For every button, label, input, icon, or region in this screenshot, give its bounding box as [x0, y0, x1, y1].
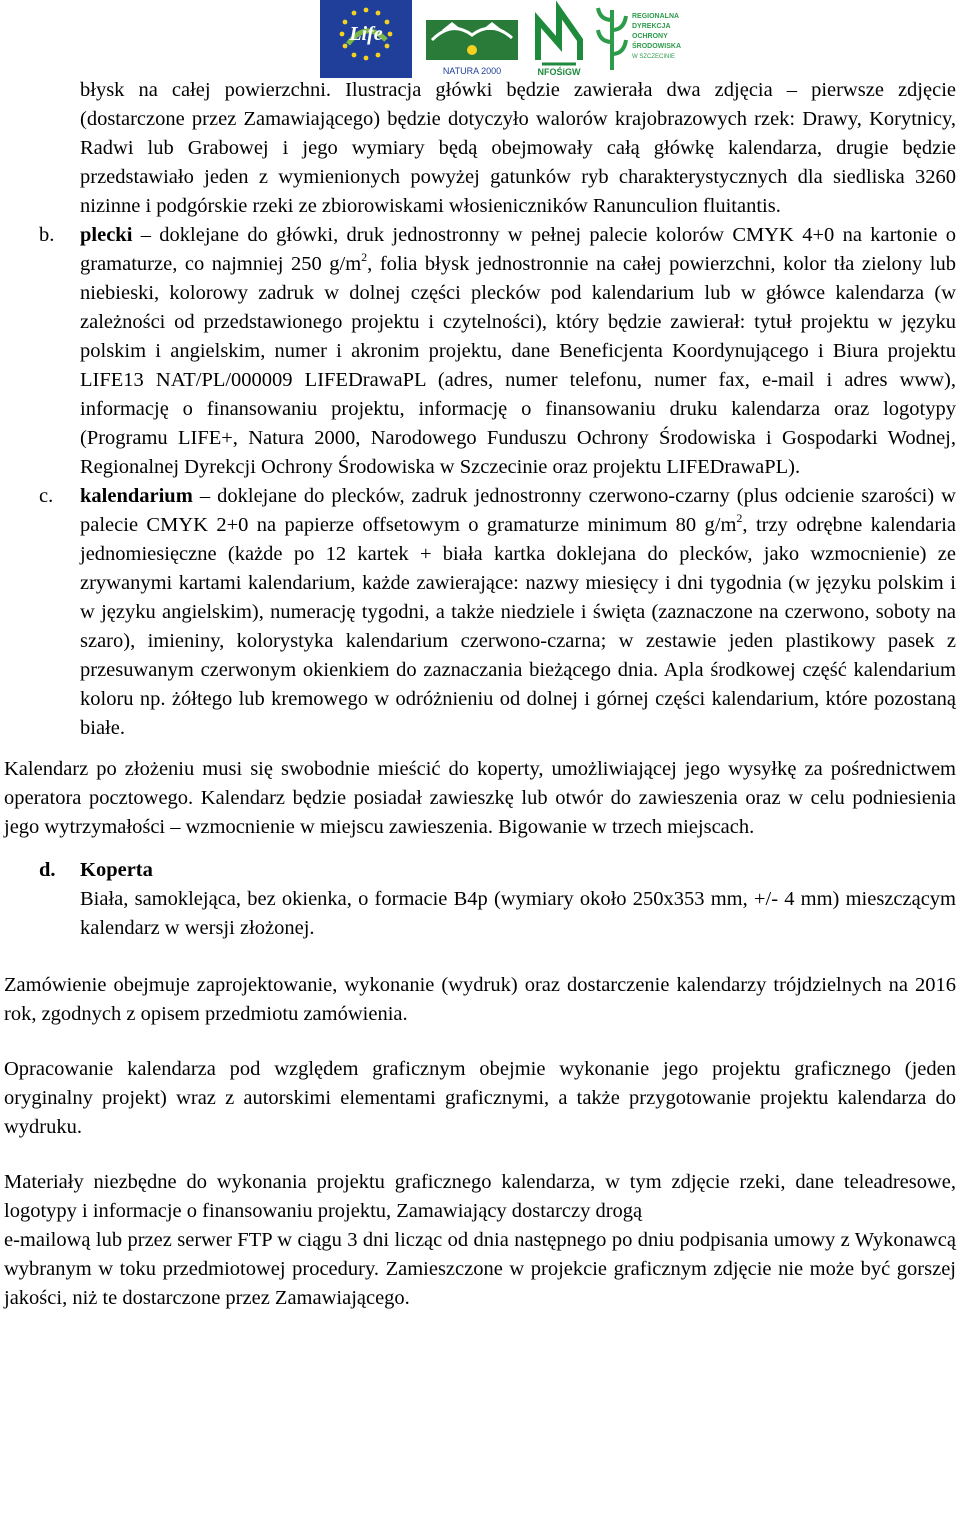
document-body	[0, 76, 956, 1313]
rdos-logo	[592, 0, 692, 78]
eu-life-logo	[320, 0, 412, 78]
item-d-title: Koperta	[80, 859, 153, 881]
item-b-text-2: , folia błysk jednostronnie na całej powierzchni, kolor tła zielony lub niebieski, kolorowy zadruk w dolnej części plecków pod kalendarium lub w główce kalendarza (w zależności od przedstawionego projektu i czytelności), który będzie zawierał: tytuł projektu w języku polskim i angielskim, numer i akronim projektu, dane Beneficjenta Koordynującego i Biura projektu LIFE13 NAT/PL/000009 LIFEDrawaPL (adres, numer telefonu, numer fax, e-mail i adres www), informację o finansowaniu projektu, informację o finansowaniu druku kalendarza oraz logotypy (Programu LIFE+, Natura 2000, Narodowego Funduszu Ochrony Środowiska i Gospodarki Wodnej, Regionalnej Dyrekcji Ochrony Środowiska w Szczecinie oraz projektu LIFEDrawaPL).	[80, 253, 956, 478]
nfosigw-logo	[530, 0, 588, 78]
list-marker-b: b.	[39, 224, 55, 246]
paragraph-zamowienie: Zamówienie obejmuje zaprojektowanie, wykonanie (wydruk) oraz dostarczenie kalendarzy trójdzielnych na 2016 rok, zgodnych z opisem przedmiotu zamówienia.	[4, 974, 956, 1025]
paragraph-materialy-2: e-mailową lub przez serwer FTP w ciągu 3 dni licząc od dnia następnego po dniu podpisania umowy z Wykonawcą wybranym w toku przedmiotowej procedury. Zamieszczone w projekcie graficznym zdjęcie nie może być gorszej jakości, niż te dostarczone przez Zamawiającego.	[4, 1229, 956, 1309]
header-logos	[320, 0, 681, 80]
svg-text:DYREKCJA: DYREKCJA	[632, 23, 671, 30]
list-marker-c: c.	[39, 485, 54, 507]
item-c-text-2: , trzy odrębne kalendaria jednomiesięczne (każde po 12 kartek + biała kartka doklejana do plecków, jako wzmocnienie) ze zrywanymi kartami kalendarium, każde zawierające: nazwy miesięcy i dni tygodnia (w języku polskim i w języku angielskim), numerację tygodni, a także niedziele i święta (zaznaczone na czerwono, soboty na szaro), imieniny, kolorystyka kalendarium czerwono-czarna; w zestawie jeden plastikowy pasek z przesuwanym czerwonym okienkiem do zaznaczania bieżącego dnia. Apla środkowej część kalendarium koloru np. żółtego lub kremowego w odróżnieniu od dolnej i górnej części kalendarium, które pozostaną białe.	[80, 514, 956, 739]
paragraph-a-continuation: błysk na całej powierzchni. Ilustracja główki będzie zawierała dwa zdjęcia – pierwsze zdjęcie (dostarczone przez Zamawiającego) będzie dotyczyło walorów krajobrazowych rzek: Drawy, Korytnicy, Radwi lub Grabowej i jego wymiary będą obejmowały całą główkę kalendarza, drugie będzie przedstawiało jeden z wymienionych powyżej gatunków ryb charakterystycznych dla siedliska 3260 nizinne i podgórskie rzeki ze zbiorowiskami włosieniczników Ranunculion fluitantis.	[80, 79, 956, 217]
svg-text:Life: Life	[349, 23, 383, 45]
paragraph-koperty: Kalendarz po złożeniu musi się swobodnie mieścić do koperty, umożliwiającej jego wysyłkę za pośrednictwem operatora pocztowego. Kalendarz będzie posiadał zawieszkę lub otwór do zawieszenia oraz w celu podniesienia jego wytrzymałości – wzmocnienie w miejscu zawieszenia. Bigowanie w trzech miejscach.	[4, 758, 956, 838]
svg-text:REGIONALNA: REGIONALNA	[632, 13, 680, 20]
item-b-sup: 2	[361, 250, 368, 264]
paragraph-opracowanie: Opracowanie kalendarza pod względem graficznym obejmie wykonanie jego projektu graficznego (jeden oryginalny projekt) wraz z autorskimi elementami graficznymi, a także przygotowanie projektu kalendarza do wydruku.	[4, 1058, 956, 1138]
list-item-b	[39, 221, 956, 482]
natura2000-logo	[422, 0, 522, 78]
svg-text:ŚRODOWISKA: ŚRODOWISKA	[632, 43, 681, 50]
list-item-c	[39, 482, 956, 743]
svg-text:OCHRONY: OCHRONY	[632, 33, 668, 40]
item-d-text: Biała, samoklejąca, bez okienka, o formacie B4p (wymiary około 250x353 mm, +/- 4 mm) mieszczącym kalendarz w wersji złożonej.	[80, 888, 956, 939]
item-c-sup: 2	[736, 511, 743, 525]
item-b-title: plecki	[80, 224, 133, 246]
item-c-text-1: – doklejane do plecków, zadruk jednostronny czerwono-czarny (plus odcienie szarości) w palecie CMYK 2+0 na papierze offsetowym o gramaturze minimum 80 g/m	[80, 485, 956, 536]
item-c-title: kalendarium	[80, 485, 193, 507]
list-item-d	[39, 856, 956, 943]
svg-text:NFOŚiGW: NFOŚiGW	[537, 67, 581, 77]
list-marker-d: d.	[39, 859, 56, 881]
svg-text:NATURA 2000: NATURA 2000	[442, 66, 502, 76]
item-b-text-1: – doklejane do główki, druk jednostronny w pełnej palecie kolorów CMYK 4+0 na kartonie o gramaturze, co najmniej 250 g/m	[80, 224, 956, 275]
paragraph-materialy-1: Materiały niezbędne do wykonania projektu graficznego kalendarza, w tym zdjęcie rzeki, dane teleadresowe, logotypy i informacje o finansowaniu projektu, Zamawiający dostarczy drogą	[4, 1171, 956, 1222]
svg-text:W SZCZECINIE: W SZCZECINIE	[632, 54, 675, 60]
